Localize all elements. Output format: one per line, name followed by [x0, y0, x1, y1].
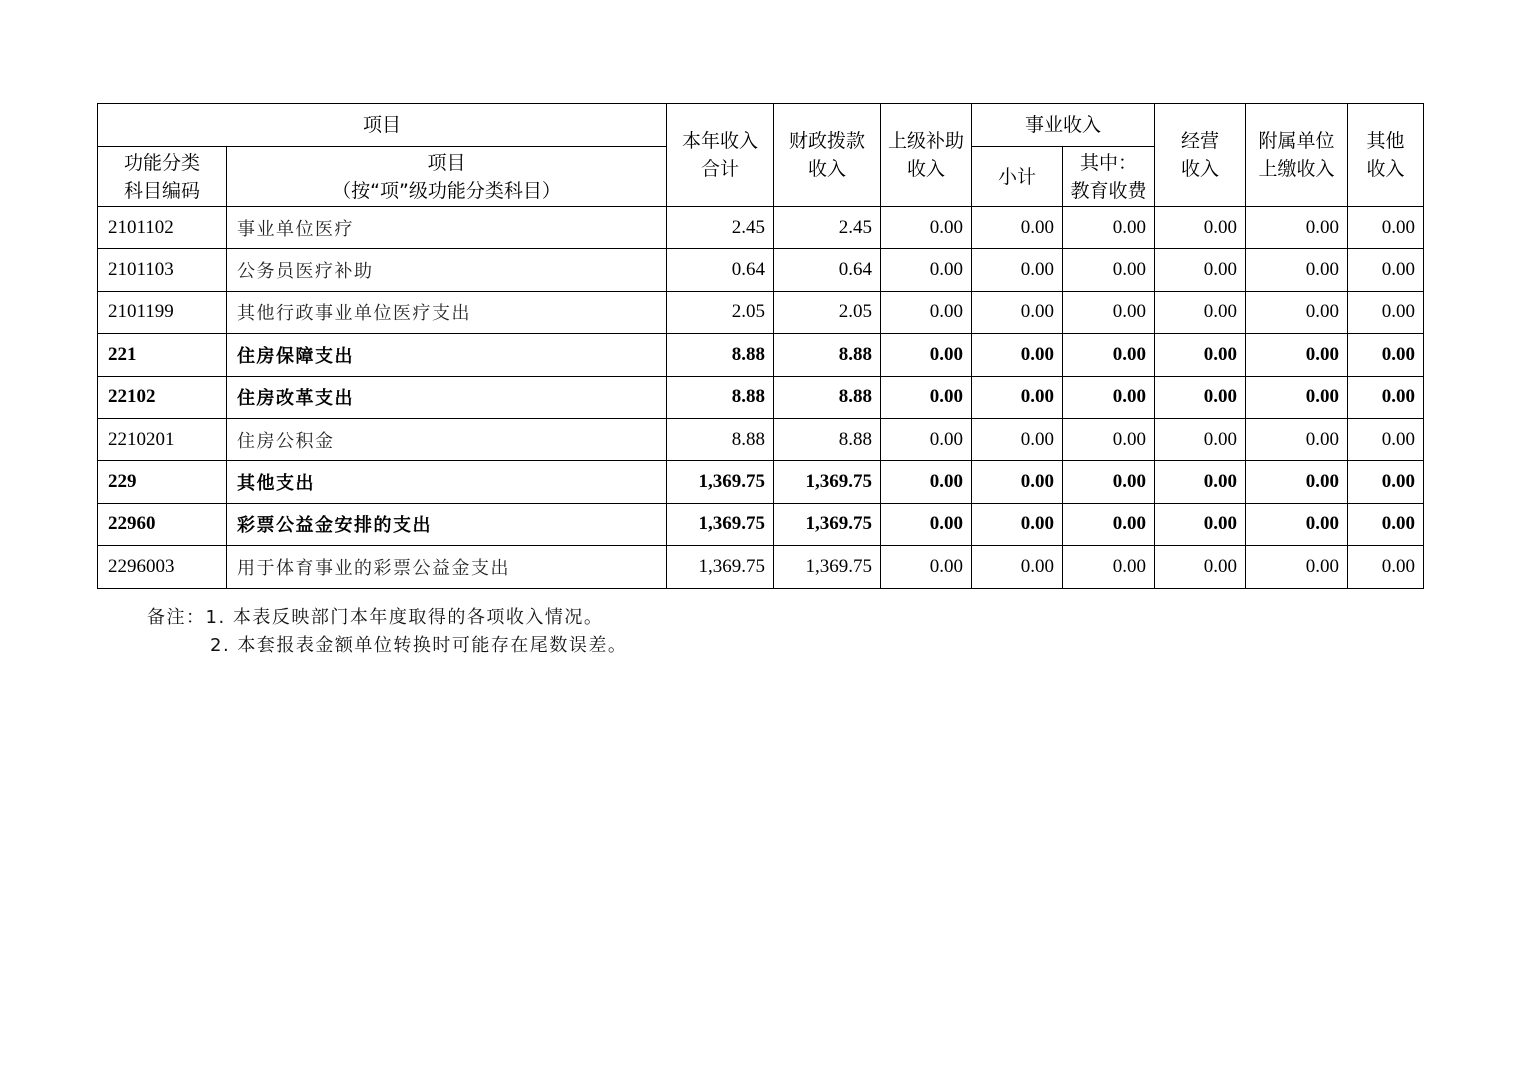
table-row — [98, 207, 1424, 249]
row-fiscal: 1,369.75 — [774, 461, 881, 503]
row-name: 其他行政事业单位医疗支出 — [227, 291, 667, 333]
header-edu-line2: 教育收费 — [1070, 179, 1147, 202]
row-code: 2296003 — [98, 546, 227, 588]
header-item — [227, 147, 667, 207]
header-operating-line2: 收入 — [1181, 158, 1220, 180]
row-subtotal: 0.00 — [972, 376, 1063, 418]
row-operating: 0.00 — [1155, 207, 1246, 249]
row-subsidy: 0.00 — [881, 291, 972, 333]
row-affiliate: 0.00 — [1246, 461, 1348, 503]
row-subtotal: 0.00 — [972, 334, 1063, 376]
row-total: 2.05 — [667, 291, 774, 333]
row-other: 0.00 — [1348, 249, 1424, 291]
row-code: 2101103 — [98, 249, 227, 291]
row-fiscal: 2.05 — [774, 291, 881, 333]
row-subsidy: 0.00 — [881, 461, 972, 503]
row-edu: 0.00 — [1063, 503, 1155, 545]
note-line-1: 备注：1. 本表反映部门本年度取得的各项收入情况。 — [147, 607, 604, 628]
table-row — [98, 418, 1424, 460]
header-affiliate-income — [1246, 104, 1348, 207]
row-edu: 0.00 — [1063, 334, 1155, 376]
row-other: 0.00 — [1348, 461, 1424, 503]
row-fiscal: 8.88 — [774, 376, 881, 418]
row-code: 229 — [98, 461, 227, 503]
row-name: 公务员医疗补助 — [227, 249, 667, 291]
table-row — [98, 291, 1424, 333]
row-name: 住房改革支出 — [227, 376, 667, 418]
row-fiscal: 8.88 — [774, 418, 881, 460]
row-subsidy: 0.00 — [881, 249, 972, 291]
row-subsidy: 0.00 — [881, 376, 972, 418]
row-total: 0.64 — [667, 249, 774, 291]
table-row — [98, 461, 1424, 503]
header-total-income — [667, 104, 774, 207]
row-affiliate: 0.00 — [1246, 334, 1348, 376]
header-affiliate-line1: 附属单位 — [1258, 130, 1335, 152]
header-func-code-line1: 功能分类 — [123, 151, 200, 174]
row-other: 0.00 — [1348, 376, 1424, 418]
row-affiliate: 0.00 — [1246, 207, 1348, 249]
header-total-line1: 本年收入 — [682, 130, 759, 152]
header-project: 项目 — [98, 104, 667, 147]
row-name: 住房公积金 — [227, 418, 667, 460]
row-operating: 0.00 — [1155, 334, 1246, 376]
row-subtotal: 0.00 — [972, 461, 1063, 503]
header-total-line2: 合计 — [701, 158, 740, 180]
row-name: 彩票公益金安排的支出 — [227, 503, 667, 545]
row-subtotal: 0.00 — [972, 249, 1063, 291]
row-fiscal: 2.45 — [774, 207, 881, 249]
row-code: 2210201 — [98, 418, 227, 460]
row-other: 0.00 — [1348, 334, 1424, 376]
header-other-income — [1348, 104, 1424, 207]
row-subsidy: 0.00 — [881, 503, 972, 545]
row-affiliate: 0.00 — [1246, 418, 1348, 460]
row-code: 22102 — [98, 376, 227, 418]
row-operating: 0.00 — [1155, 291, 1246, 333]
row-total: 8.88 — [667, 334, 774, 376]
row-subsidy: 0.00 — [881, 334, 972, 376]
row-name: 住房保障支出 — [227, 334, 667, 376]
row-total: 8.88 — [667, 376, 774, 418]
header-subsidy-income — [881, 104, 972, 207]
row-other: 0.00 — [1348, 291, 1424, 333]
row-operating: 0.00 — [1155, 249, 1246, 291]
row-subtotal: 0.00 — [972, 418, 1063, 460]
row-affiliate: 0.00 — [1246, 503, 1348, 545]
row-edu: 0.00 — [1063, 291, 1155, 333]
table-row — [98, 503, 1424, 545]
row-subtotal: 0.00 — [972, 546, 1063, 588]
row-operating: 0.00 — [1155, 503, 1246, 545]
row-operating: 0.00 — [1155, 461, 1246, 503]
row-affiliate: 0.00 — [1246, 291, 1348, 333]
row-subtotal: 0.00 — [972, 291, 1063, 333]
header-other-line1: 其他 — [1366, 130, 1405, 152]
header-item-line1: 项目 — [427, 151, 466, 174]
row-code: 2101102 — [98, 207, 227, 249]
row-edu: 0.00 — [1063, 546, 1155, 588]
row-operating: 0.00 — [1155, 376, 1246, 418]
header-operating-line1: 经营 — [1181, 130, 1220, 152]
row-affiliate: 0.00 — [1246, 546, 1348, 588]
row-subsidy: 0.00 — [881, 207, 972, 249]
row-subsidy: 0.00 — [881, 546, 972, 588]
table-row — [98, 546, 1424, 588]
row-affiliate: 0.00 — [1246, 376, 1348, 418]
header-func-code — [98, 147, 227, 207]
row-name: 其他支出 — [227, 461, 667, 503]
row-operating: 0.00 — [1155, 546, 1246, 588]
row-fiscal: 1,369.75 — [774, 503, 881, 545]
row-operating: 0.00 — [1155, 418, 1246, 460]
header-edu-line1: 其中： — [1080, 151, 1138, 174]
row-total: 1,369.75 — [667, 461, 774, 503]
header-fiscal-line1: 财政拨款 — [789, 130, 866, 152]
row-name: 用于体育事业的彩票公益金支出 — [227, 546, 667, 588]
row-total: 1,369.75 — [667, 546, 774, 588]
row-total: 8.88 — [667, 418, 774, 460]
table-row — [98, 376, 1424, 418]
income-table — [97, 103, 1424, 589]
header-operating-income — [1155, 104, 1246, 207]
row-subtotal: 0.00 — [972, 207, 1063, 249]
row-edu: 0.00 — [1063, 249, 1155, 291]
header-fiscal-income — [774, 104, 881, 207]
row-code: 2101199 — [98, 291, 227, 333]
row-edu: 0.00 — [1063, 376, 1155, 418]
row-fiscal: 0.64 — [774, 249, 881, 291]
header-subtotal: 小计 — [972, 147, 1063, 207]
note-line-2: 2. 本套报表金额单位转换时可能存在尾数误差。 — [210, 635, 628, 656]
header-item-line2: （按“项”级功能分类科目） — [332, 179, 561, 202]
row-code: 22960 — [98, 503, 227, 545]
notes — [147, 604, 627, 660]
header-business-income: 事业收入 — [972, 104, 1155, 147]
header-other-line2: 收入 — [1366, 158, 1405, 180]
row-affiliate: 0.00 — [1246, 249, 1348, 291]
row-edu: 0.00 — [1063, 461, 1155, 503]
header-func-code-line2: 科目编码 — [123, 179, 200, 202]
header-subsidy-line2: 收入 — [907, 158, 946, 180]
row-name: 事业单位医疗 — [227, 207, 667, 249]
header-subsidy-line1: 上级补助 — [888, 130, 965, 152]
row-edu: 0.00 — [1063, 418, 1155, 460]
row-code: 221 — [98, 334, 227, 376]
row-total: 2.45 — [667, 207, 774, 249]
row-edu: 0.00 — [1063, 207, 1155, 249]
header-edu-fee — [1063, 147, 1155, 207]
row-other: 0.00 — [1348, 546, 1424, 588]
table-row — [98, 249, 1424, 291]
row-other: 0.00 — [1348, 207, 1424, 249]
row-fiscal: 8.88 — [774, 334, 881, 376]
row-other: 0.00 — [1348, 503, 1424, 545]
row-total: 1,369.75 — [667, 503, 774, 545]
header-affiliate-line2: 上缴收入 — [1258, 158, 1335, 180]
row-subsidy: 0.00 — [881, 418, 972, 460]
header-fiscal-line2: 收入 — [808, 158, 847, 180]
row-fiscal: 1,369.75 — [774, 546, 881, 588]
row-subtotal: 0.00 — [972, 503, 1063, 545]
table-row — [98, 334, 1424, 376]
row-other: 0.00 — [1348, 418, 1424, 460]
